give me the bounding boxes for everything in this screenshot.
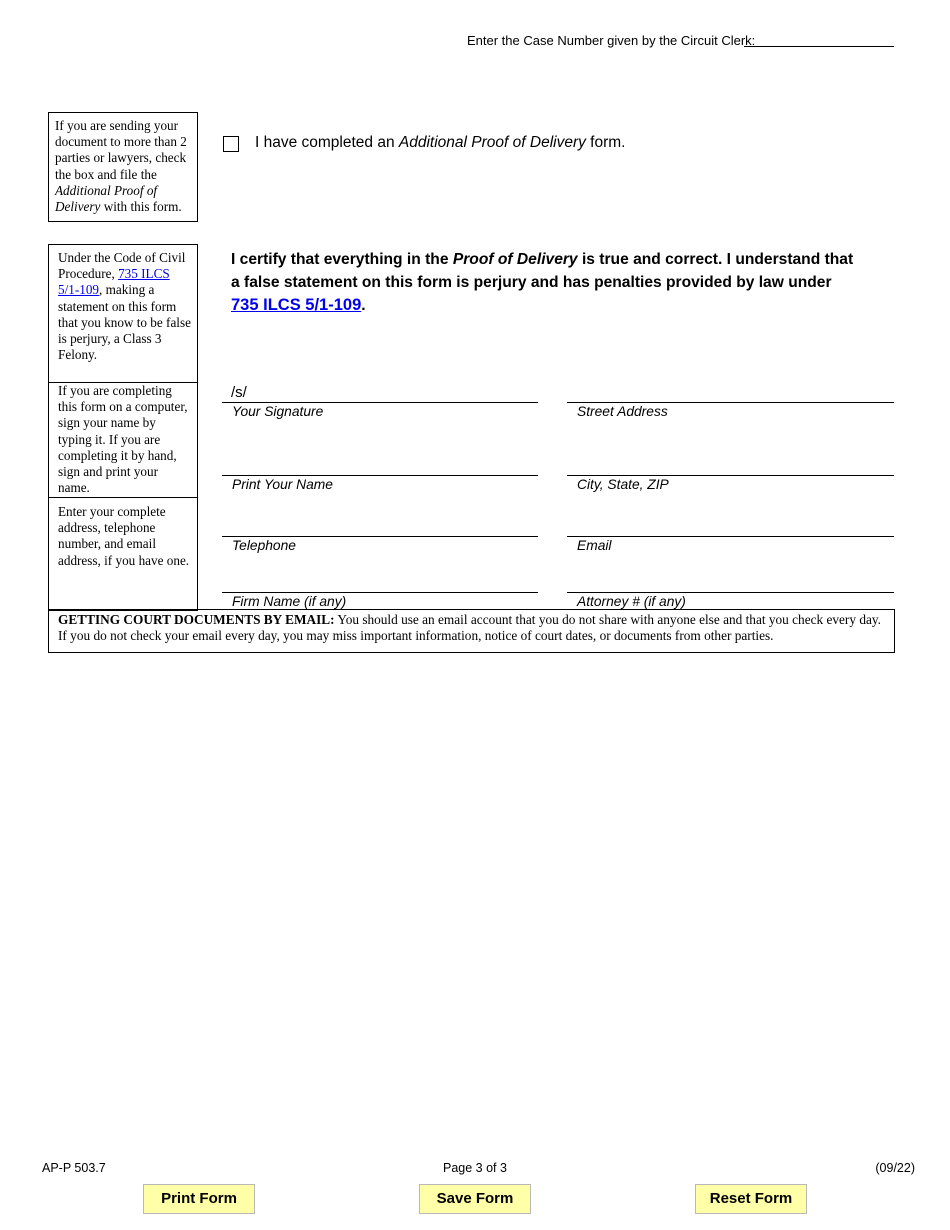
instruction-box-perjury (48, 244, 198, 383)
additional-proof-checkbox-label (255, 134, 626, 152)
attorney-number-input[interactable] (567, 573, 894, 593)
cert-text: . (361, 297, 366, 314)
firm-name-label: Firm Name (if any) (232, 594, 347, 609)
instruction-box-contact (48, 497, 198, 611)
street-address-input[interactable] (567, 383, 894, 403)
additional-proof-checkbox[interactable] (223, 136, 239, 152)
print-form-button[interactable]: Print Form (143, 1184, 255, 1214)
instruction-box-additional-proof (48, 112, 198, 222)
city-state-zip-input[interactable] (567, 456, 894, 476)
email-input[interactable] (567, 517, 894, 537)
reset-form-button[interactable]: Reset Form (695, 1184, 807, 1214)
instruction-box-signature (48, 382, 198, 498)
instruction-italic: Additional Proof of Delivery (55, 182, 158, 215)
print-name-input[interactable] (222, 456, 538, 476)
instruction-text: Enter your complete address, telephone number, and email address, if you have one. (58, 504, 190, 568)
attorney-number-label: Attorney # (if any) (577, 594, 686, 609)
save-form-button[interactable]: Save Form (419, 1184, 531, 1214)
form-id: AP-P 503.7 (42, 1161, 106, 1175)
signature-prefix: /s/ (231, 384, 247, 401)
telephone-input[interactable] (222, 517, 538, 537)
instruction-text: If you are sending your document to more than 2 parties or lawyers, check the box and file the (55, 118, 187, 182)
email-label: Email (577, 538, 612, 553)
revision-date: (09/22) (875, 1161, 915, 1175)
page-number: Page 3 of 3 (443, 1161, 507, 1175)
signature-input[interactable] (222, 383, 538, 403)
instruction-text: If you are completing this form on a computer, sign your name by typing it. If you are completing it by hand, sign and print your name. (58, 383, 188, 496)
certification-statement (231, 249, 856, 318)
your-signature-label: Your Signature (232, 404, 324, 419)
label-text: I have completed an (255, 134, 399, 151)
cert-statute-link[interactable]: 735 ILCS 5/1-109 (231, 296, 362, 314)
label-italic: Additional Proof of Delivery (398, 134, 586, 151)
cert-text: I certify that everything in the (231, 251, 453, 268)
print-name-label: Print Your Name (232, 477, 333, 492)
statute-link[interactable]: 735 ILCS 5/1-109 (58, 266, 170, 298)
instruction-text: , making a statement on this form that you know to be false is perjury, a Class 3 Felony. (58, 282, 191, 363)
telephone-label: Telephone (232, 538, 296, 553)
cert-text: is true and correct. I understand that a false statement on this form is perjury and has penalties provided by law under (231, 251, 854, 291)
case-number-label: Enter the Case Number given by the Circuit Clerk: (467, 33, 756, 48)
email-notice-box (48, 609, 895, 653)
instruction-text: Under the Code of Civil Procedure, (58, 250, 186, 282)
email-notice-heading: GETTING COURT DOCUMENTS BY EMAIL: (58, 612, 335, 627)
email-notice-body: You should use an email account that you do not share with anyone else and that you check every day. If you do not check your email every day, you may miss important information, notice of court dates, or documents from other parties. (58, 612, 881, 643)
instruction-text: with this form. (100, 199, 182, 215)
label-text: form. (585, 134, 626, 151)
street-address-label: Street Address (577, 404, 668, 419)
city-state-zip-label: City, State, ZIP (577, 477, 669, 492)
firm-name-input[interactable] (222, 573, 538, 593)
case-number-input[interactable] (744, 32, 894, 47)
cert-italic: Proof of Delivery (452, 251, 578, 268)
